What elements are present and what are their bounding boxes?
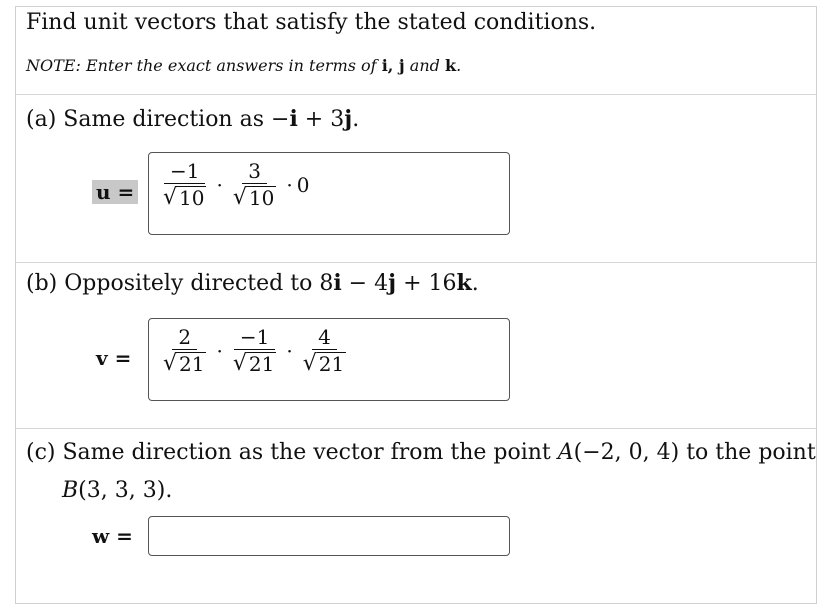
problem-panel: [15, 6, 817, 604]
u-fraction-1: −1 √ 10: [163, 159, 205, 210]
v-fraction-1: 2 √ 21: [163, 325, 205, 376]
part-c-prompt-cont: B(3, 3, 3).: [62, 478, 173, 503]
note-vars: i, j: [381, 56, 405, 75]
w-answer-field[interactable]: [148, 516, 510, 556]
u-fraction-2: 3 √ 10: [232, 159, 275, 210]
part-c-prompt: (c) Same direction as the vector from the point A(−2, 0, 4) to the point: [26, 440, 816, 465]
u-tail: 0: [296, 172, 310, 197]
u-expression: −1 √ 10 · 3 √ 10 · 0: [163, 159, 310, 210]
u-answer-field[interactable]: [148, 152, 510, 235]
v-expression: 2 √ 21 · −1 √ 21 · 4 √ 21: [157, 325, 352, 376]
v-fraction-2: −1 √ 21: [232, 325, 275, 376]
problem-note: NOTE: Enter the exact answers in terms of i, j and k.: [26, 56, 462, 75]
divider: [16, 262, 816, 263]
part-b-prompt: (b) Oppositely directed to 8i − 4j + 16k.: [26, 270, 479, 296]
v-answer-field[interactable]: [148, 318, 510, 401]
problem-title: Find unit vectors that satisfy the stated conditions.: [26, 10, 597, 35]
part-a-prompt: (a) Same direction as −i + 3j.: [26, 106, 360, 132]
u-label: u =: [92, 180, 138, 204]
w-label: w =: [92, 524, 133, 548]
v-fraction-3: 4 √ 21: [302, 325, 345, 376]
v-label: v =: [96, 346, 132, 370]
note-k: k: [444, 56, 457, 75]
divider: [16, 94, 816, 95]
divider: [16, 428, 816, 429]
